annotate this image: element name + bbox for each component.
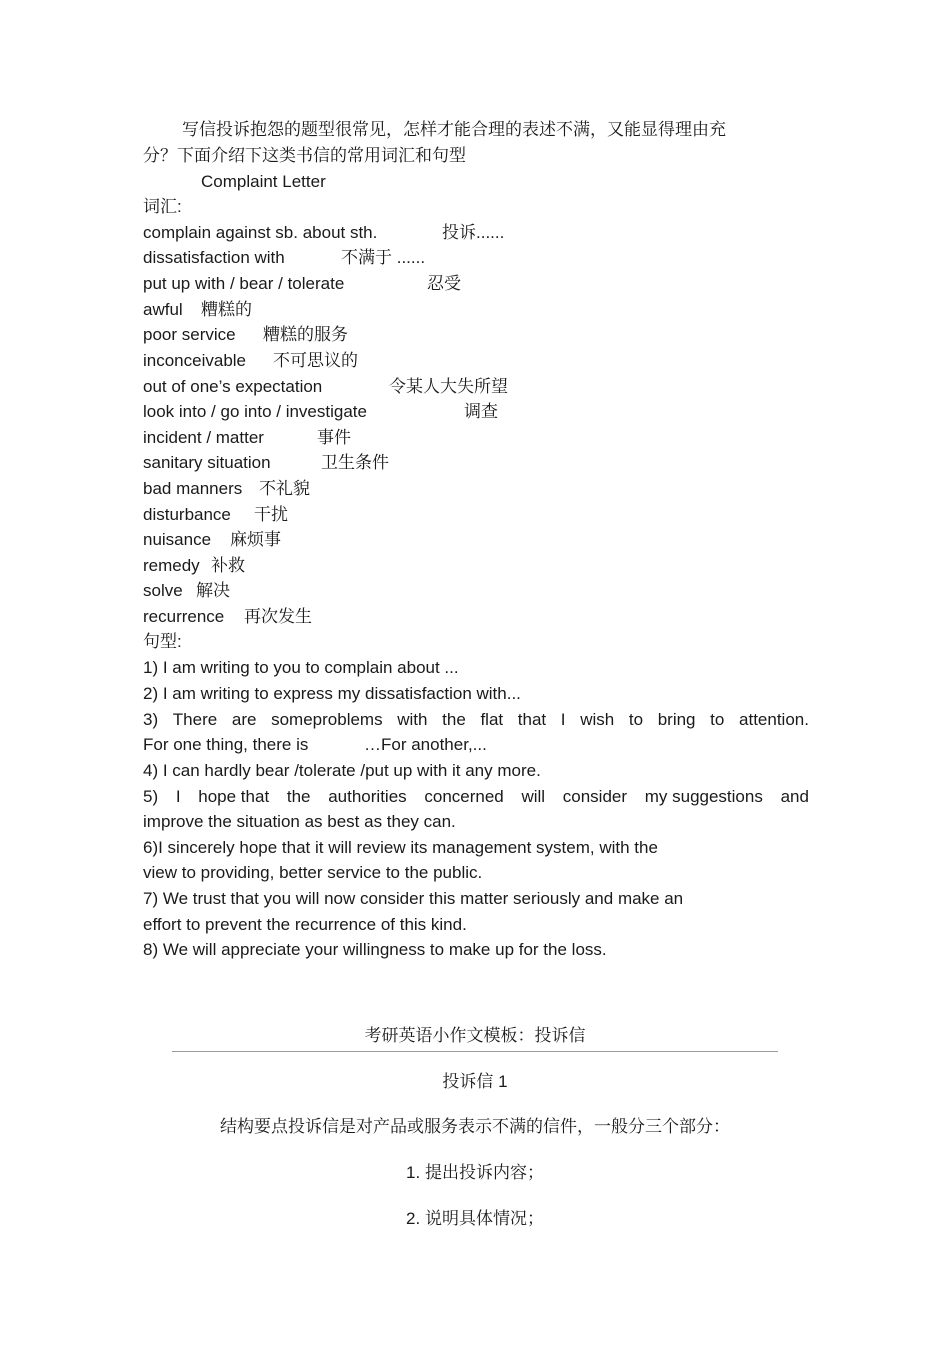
word: the	[286, 787, 311, 806]
vocab-en: poor service	[143, 325, 236, 344]
vocab-item	[143, 529, 281, 551]
word: someproblems	[271, 710, 383, 729]
sentence-heading: 句型:	[143, 632, 182, 651]
word: concerned	[424, 787, 504, 806]
word: hope that	[198, 787, 270, 806]
intro-line-2: 分？下面介绍下这类书信的常用词汇和句型	[143, 146, 466, 165]
vocab-zh: 事件	[317, 428, 351, 447]
vocab-item	[143, 247, 426, 269]
vocab-item	[143, 222, 505, 244]
word: to	[628, 710, 644, 729]
vocab-zh: 忍受	[427, 274, 461, 293]
vocab-zh: 不满于 ......	[341, 248, 426, 267]
sentence-5-line-2: improve the situation as best as they can.	[143, 812, 456, 831]
sentence-3-line-1	[143, 709, 809, 731]
word: I	[560, 710, 566, 729]
vocab-en: remedy	[143, 556, 200, 575]
word: flat	[480, 710, 504, 729]
sentence-3-line-2	[143, 734, 487, 756]
vocab-zh: 投诉......	[442, 223, 505, 242]
vocab-zh: 麻烦事	[230, 530, 281, 549]
vocab-en: inconceivable	[143, 351, 247, 370]
vocab-en: disturbance	[143, 505, 231, 524]
vocab-item	[143, 606, 312, 628]
intro-line-1: 写信投诉抱怨的题型很常见，怎样才能合理的表述不满，又能显得理由充	[182, 120, 726, 139]
vocab-zh: 糟糕的服务	[263, 325, 348, 344]
letter-title: 投诉信 1	[442, 1072, 508, 1091]
structure-text: 结构要点投诉信是对产品或服务表示不满的信件，一般分三个部分：	[220, 1117, 730, 1136]
vocab-en: dissatisfaction with	[143, 248, 285, 267]
vocab-en: nuisance	[143, 530, 212, 549]
sentence-6-line-2: view to providing, better service to the public.	[143, 863, 483, 882]
vocab-item	[143, 452, 389, 474]
word: 3)	[143, 710, 159, 729]
sentence-8: 8) We will appreciate your willingness to make up for the loss.	[143, 940, 607, 959]
vocab-en: recurrence	[143, 607, 225, 626]
word: that	[517, 710, 547, 729]
vocab-item	[143, 350, 358, 372]
vocab-zh: 干扰	[254, 505, 288, 524]
sentence-2: 2) I am writing to express my dissatisfaction with...	[143, 684, 521, 703]
word: and	[780, 787, 809, 806]
vocab-en: solve	[143, 581, 183, 600]
vocab-en: look into / go into / investigate	[143, 402, 367, 421]
word: authorities	[328, 787, 407, 806]
sentence-6-line-1: 6)I sincerely hope that it will review its management system, with the	[143, 838, 658, 857]
vocab-item	[143, 299, 252, 321]
vocab-item	[143, 401, 498, 423]
word: with	[397, 710, 428, 729]
vocab-item	[143, 555, 245, 577]
word: I	[175, 787, 181, 806]
divider-line	[172, 1051, 778, 1052]
word: 5)	[143, 787, 159, 806]
vocab-item	[143, 324, 348, 346]
vocab-en: incident / matter	[143, 428, 264, 447]
word: consider	[562, 787, 628, 806]
sentence-1: 1) I am writing to you to complain about ...	[143, 658, 459, 677]
structure-point-1: 1. 提出投诉内容；	[406, 1163, 544, 1182]
vocab-item	[143, 478, 310, 500]
sentence-5-line-1	[143, 786, 809, 808]
sentence-3-part-b: …For another,...	[364, 735, 487, 754]
vocab-item	[143, 376, 508, 398]
word: will	[521, 787, 546, 806]
word: the	[442, 710, 466, 729]
word: to	[710, 710, 725, 729]
vocab-item	[143, 580, 230, 602]
vocab-en: complain against sb. about sth.	[143, 223, 378, 242]
vocab-item	[143, 504, 288, 526]
vocab-item	[143, 273, 461, 295]
word: attention.	[739, 710, 809, 729]
word: my suggestions	[644, 787, 763, 806]
vocab-zh: 补救	[211, 556, 245, 575]
vocab-en: bad manners	[143, 479, 243, 498]
sentence-7-line-2: effort to prevent the recurrence of this kind.	[143, 915, 467, 934]
sentence-4: 4) I can hardly bear /tolerate /put up with it any more.	[143, 761, 541, 780]
vocab-zh: 再次发生	[244, 607, 312, 626]
vocab-en: awful	[143, 300, 183, 319]
word: There	[172, 710, 218, 729]
vocab-zh: 不可思议的	[273, 351, 358, 370]
sentence-7-line-1: 7) We trust that you will now consider this matter seriously and make an	[143, 889, 684, 908]
vocab-zh: 不礼貌	[259, 479, 310, 498]
vocab-en: out of one’s expectation	[143, 377, 323, 396]
vocab-en: sanitary situation	[143, 453, 271, 472]
vocab-heading: 词汇:	[143, 197, 182, 216]
structure-point-2: 2. 说明具体情况；	[406, 1209, 544, 1228]
doc-title: Complaint Letter	[201, 172, 326, 191]
vocab-zh: 糟糕的	[201, 300, 252, 319]
word: are	[231, 710, 257, 729]
sentence-3-part-a: For one thing, there is	[143, 735, 309, 754]
word: bring	[657, 710, 696, 729]
vocab-en: put up with / bear / tolerate	[143, 274, 345, 293]
word: wish	[580, 710, 615, 729]
vocab-zh: 解决	[196, 581, 230, 600]
vocab-zh: 卫生条件	[321, 453, 389, 472]
vocab-zh: 令某人大失所望	[389, 377, 508, 396]
vocab-zh: 调查	[464, 402, 498, 421]
vocab-item	[143, 427, 351, 449]
section-heading: 考研英语小作文模板：投诉信	[364, 1026, 586, 1045]
